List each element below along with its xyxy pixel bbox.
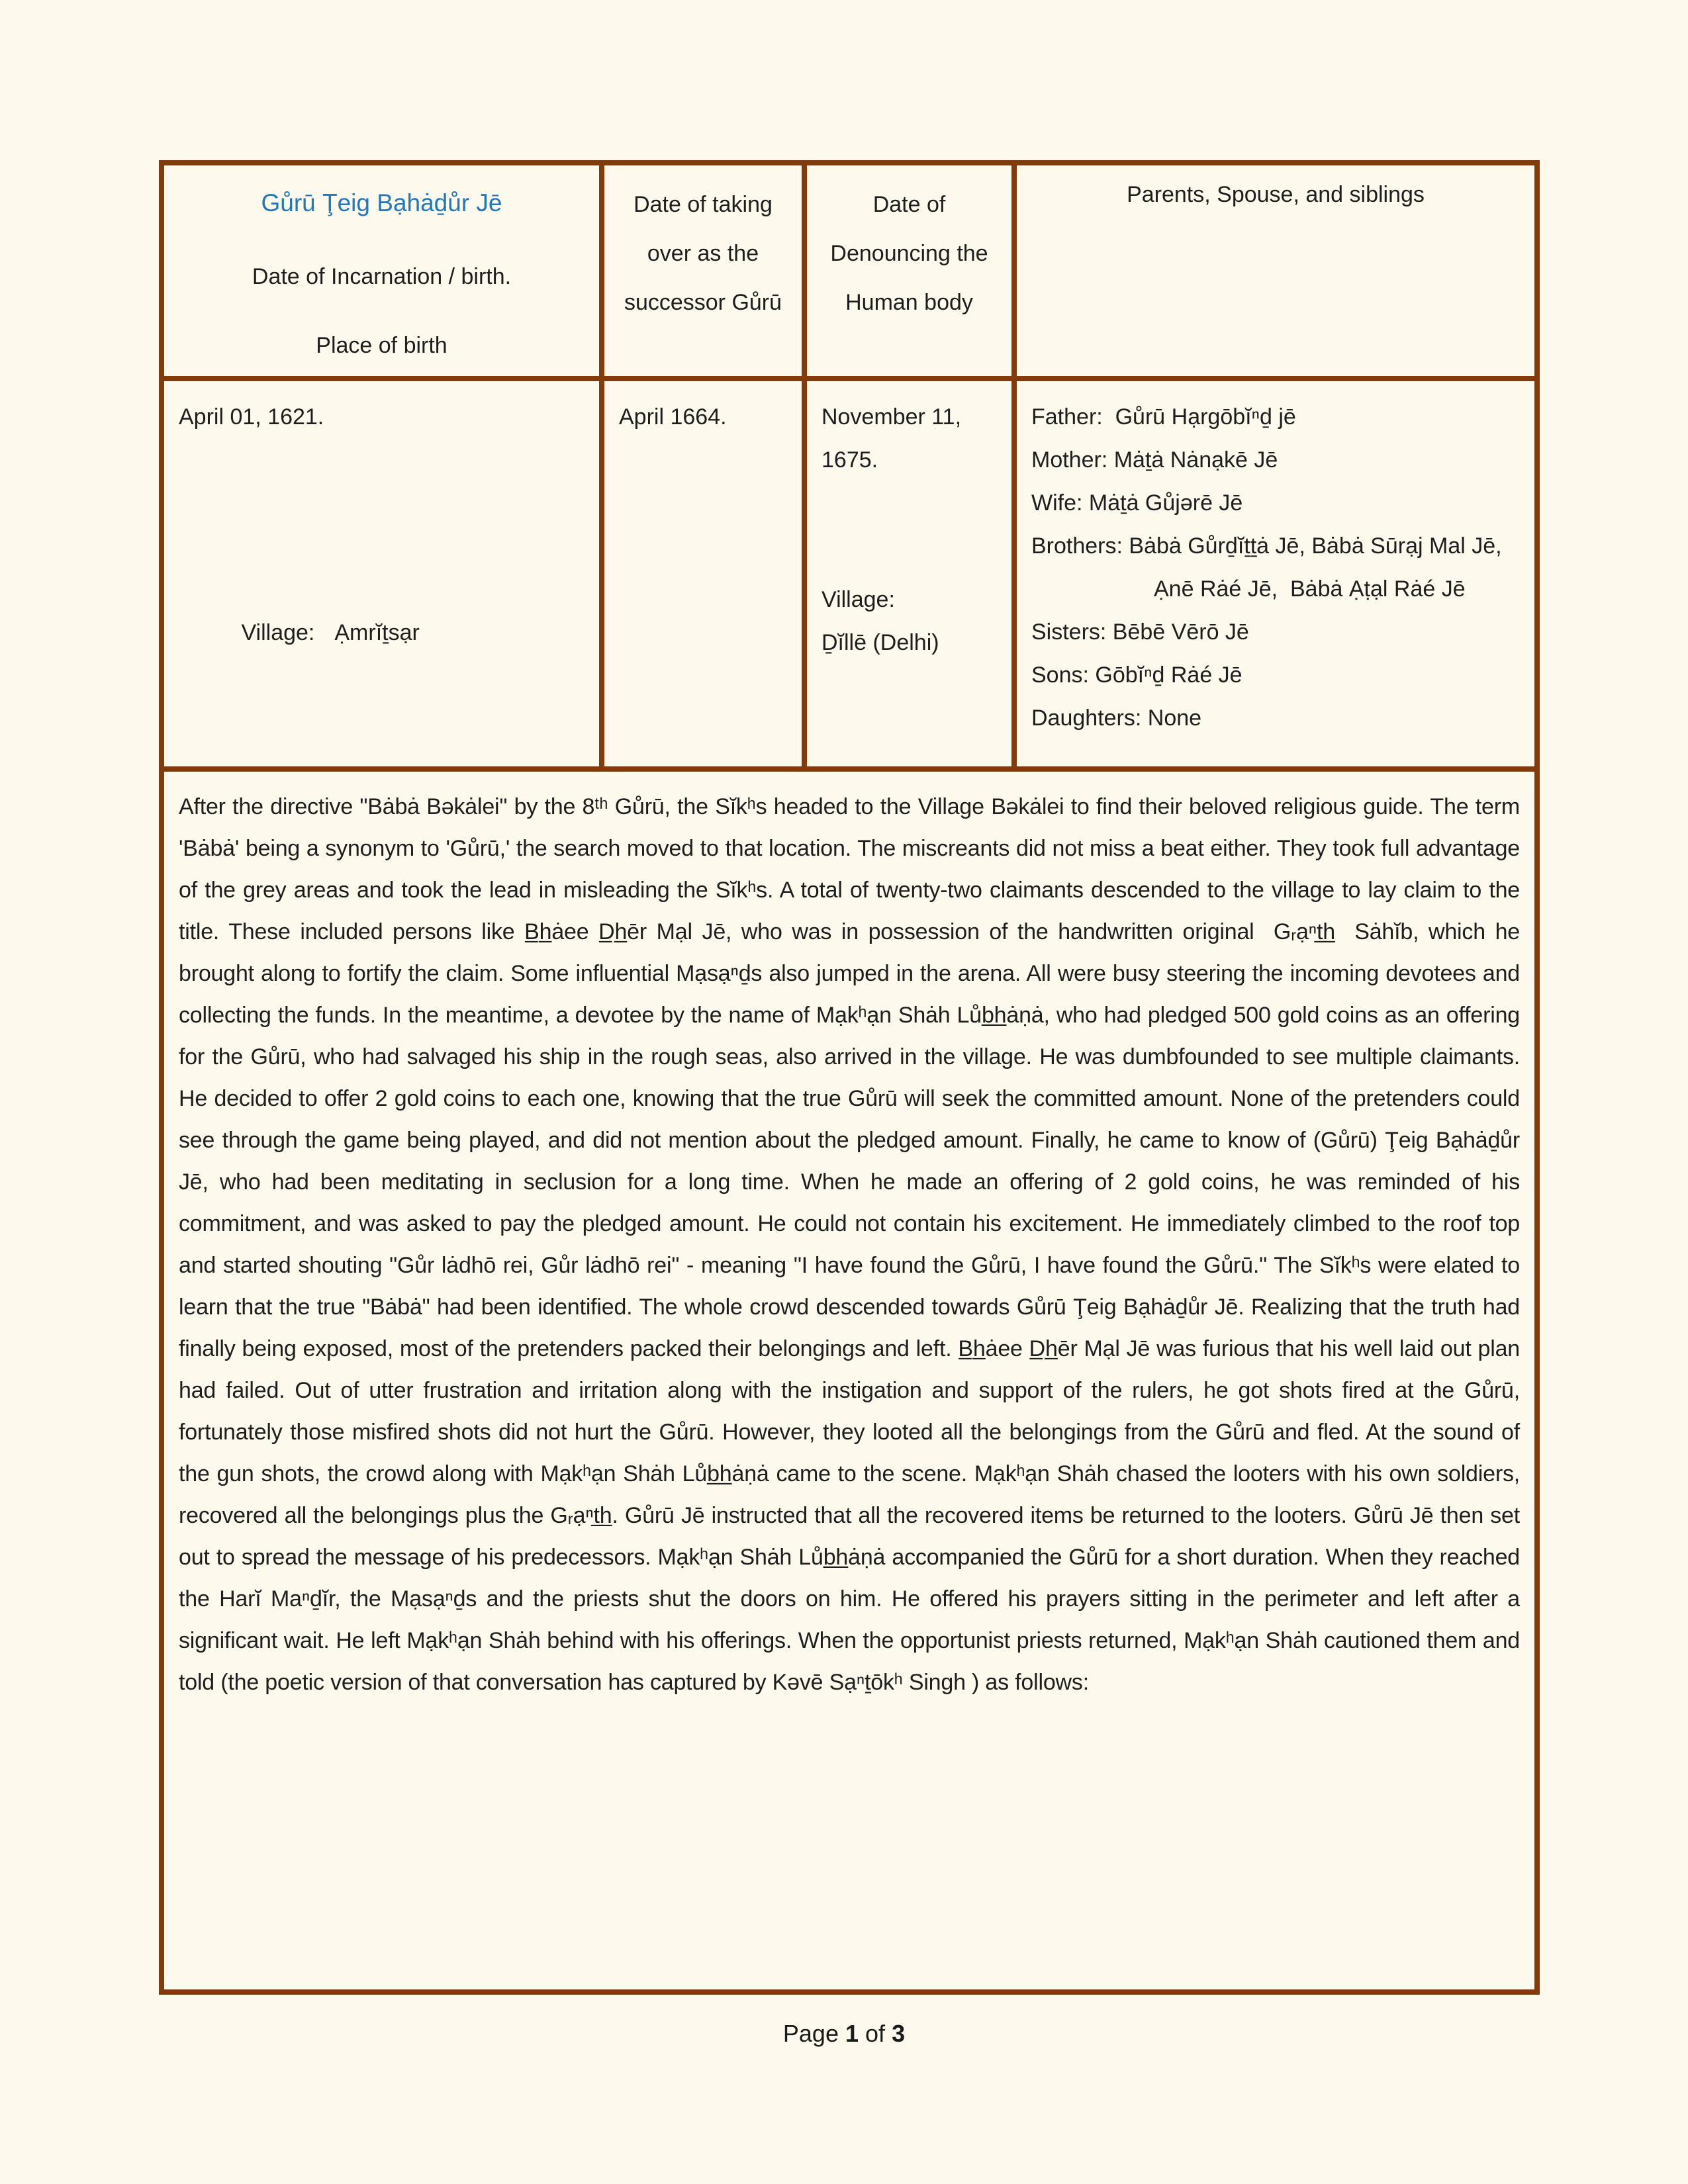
death-village-line xyxy=(821,578,997,664)
table-data-row xyxy=(162,379,1537,769)
family-item: Daughters: None xyxy=(1031,705,1202,731)
header-cell-succession: Date of taking over as the successor Gůrū xyxy=(602,163,804,379)
narrative-row xyxy=(162,769,1537,1992)
family-item: Brothers: Bȧbȧ Gůrḏĭṯṯȧ Jē, Bȧbȧ Sūrạj Mal Jē, Ạnē Rȧé Jē, Bȧbȧ Ạṭạl Rȧé Jē xyxy=(1031,533,1515,602)
family-item: Mother: Mȧṯȧ Nȧnạkē Jē xyxy=(1031,447,1278,473)
guru-name-title: Gůrū Ţeig Bạhȧḏůr Jē xyxy=(261,189,502,216)
death-village-label: Village: xyxy=(821,587,895,612)
family-item: Sons: Gōbĭⁿḏ Rȧé Jē xyxy=(1031,662,1243,688)
family-item: Sisters: Bēbē Vērō Jē xyxy=(1031,619,1249,645)
header-cell-incarnation xyxy=(162,163,602,379)
birth-cell xyxy=(162,379,602,769)
header-cell-family: Parents, Spouse, and siblings xyxy=(1014,163,1537,379)
header-cell-denouncing: Date of Denouncing the Human body xyxy=(804,163,1014,379)
family-list xyxy=(1031,396,1520,740)
birth-village-line xyxy=(179,569,585,698)
narrative-cell xyxy=(162,769,1537,1992)
succession-date: April 1664. xyxy=(619,404,727,430)
death-village-value: Ḏĭllē (Delhi) xyxy=(821,630,939,655)
family-cell xyxy=(1014,379,1537,769)
header-incarnation-label: Date of Incarnation / birth. xyxy=(252,264,512,289)
narrative-text: After the directive "Bȧbȧ Bəkȧlei" by the 8ᵗʰ Gůrū, the Sĭkʰs headed to the Village Bəkȧlei to find their beloved religious guide. The term 'Bȧbȧ' being a synonym to 'Gůrū,' the search moved to that location. The miscreants did not miss a beat either. They took full advantage of the grey areas and took the lead in misleading the Sĭkʰs. A total of twenty-two claimants descended to the village to lay claim to the title. These included persons like B̲h̲ȧee D̲h̲ēr Mạl Jē, who was in possession of the handwritten original Gᵣạⁿt̲h̲ Sȧhĭb, which he brought along to fortify the claim. Some influential Mạsạⁿḏs also jumped in the arena. All were busy steering the incoming devotees and collecting the funds. In the meantime, a devotee by the name of Mạkʰạn Shȧh Lůb̲h̲ȧṇȧ, who had pledged 500 gold coins as an offering for the Gůrū, who had salvaged his ship in the rough seas, also arrived in the village. He was dumbfounded to see multiple claimants. He decided to offer 2 gold coins to each one, knowing that the true Gůrū will seek the committed amount. None of the pretenders could see through the game being played, and did not mention about the pledged amount. Finally, he came to know of (Gůrū) Ţeig Bạhȧḏůr Jē, who had been meditating in seclusion for a long time. When he made an offering of 2 gold coins, he was reminded of his commitment, and was asked to pay the pledged amount. He could not contain his excitement. He immediately climbed to the roof top and started shouting "Gůr lȧdhō rei, Gůr lȧdhō rei" - meaning "I have found the Gůrū, I have found the Gůrū." The Sĭkʰs were elated to learn that the true "Bȧbȧ" had been identified. The whole crowd descended towards Gůrū Ţeig Bạhȧḏůr Jē. Realizing that the truth had finally being exposed, most of the pretenders packed their belongings and left. B̲h̲ȧee D̲h̲ēr Mạl Jē was furious that his well laid out plan had failed. Out of utter frustration and irritation along with the instigation and support of the rulers, he got shots fired at the Gůrū, fortunately those misfired shots did not hurt the Gůrū. However, they looted all the belongings from the Gůrū and fled. At the sound of the gun shots, the crowd along with Mạkʰạn Shȧh Lůb̲h̲ȧṇȧ came to the scene. Mạkʰạn Shȧh chased the looters with his own soldiers, recovered all the belongings plus the Gᵣạⁿt̲h̲. Gůrū Jē instructed that all the recovered items be returned to the looters. Gůrū Jē then set out to spread the message of his predecessors. Mạkʰạn Shȧh Lůb̲h̲ȧṇȧ accompanied the Gůrū for a short duration. When they reached the Harĭ Maⁿḏĭr, the Mạsạⁿḏs and the priests shut the doors on him. He offered his prayers sitting in the perimeter and left after a significant wait. He left Mạkʰạn Shȧh behind with his offerings. When the opportunist priests returned, Mạkʰạn Shȧh cautioned them and told (the poetic version of that conversation has captured by Kəvē Sạⁿṯōkʰ Singh ) as follows: xyxy=(179,794,1526,1695)
page-footer xyxy=(0,2020,1688,2048)
succession-cell xyxy=(602,379,804,769)
header-place-of-birth-label: Place of birth xyxy=(316,333,447,358)
footer-middle: of xyxy=(865,2020,886,2047)
footer-page-number: 1 xyxy=(845,2020,859,2047)
guru-info-table xyxy=(159,160,1540,1995)
birth-village-value: Ạmrĭṯsạr xyxy=(334,620,420,645)
death-cell xyxy=(804,379,1014,769)
death-date: November 11, 1675. xyxy=(821,404,962,473)
footer-prefix: Page xyxy=(782,2020,839,2047)
footer-page-total: 3 xyxy=(892,2020,906,2047)
birth-village-label: Village: xyxy=(241,620,315,645)
table-header-row xyxy=(162,163,1537,379)
birth-date: April 01, 1621. xyxy=(179,404,324,430)
family-item: Father: Gůrū Hạrgōbĭⁿḏ jē xyxy=(1031,404,1296,430)
family-item: Wife: Mȧṯȧ Gůjərē Jē xyxy=(1031,490,1243,516)
